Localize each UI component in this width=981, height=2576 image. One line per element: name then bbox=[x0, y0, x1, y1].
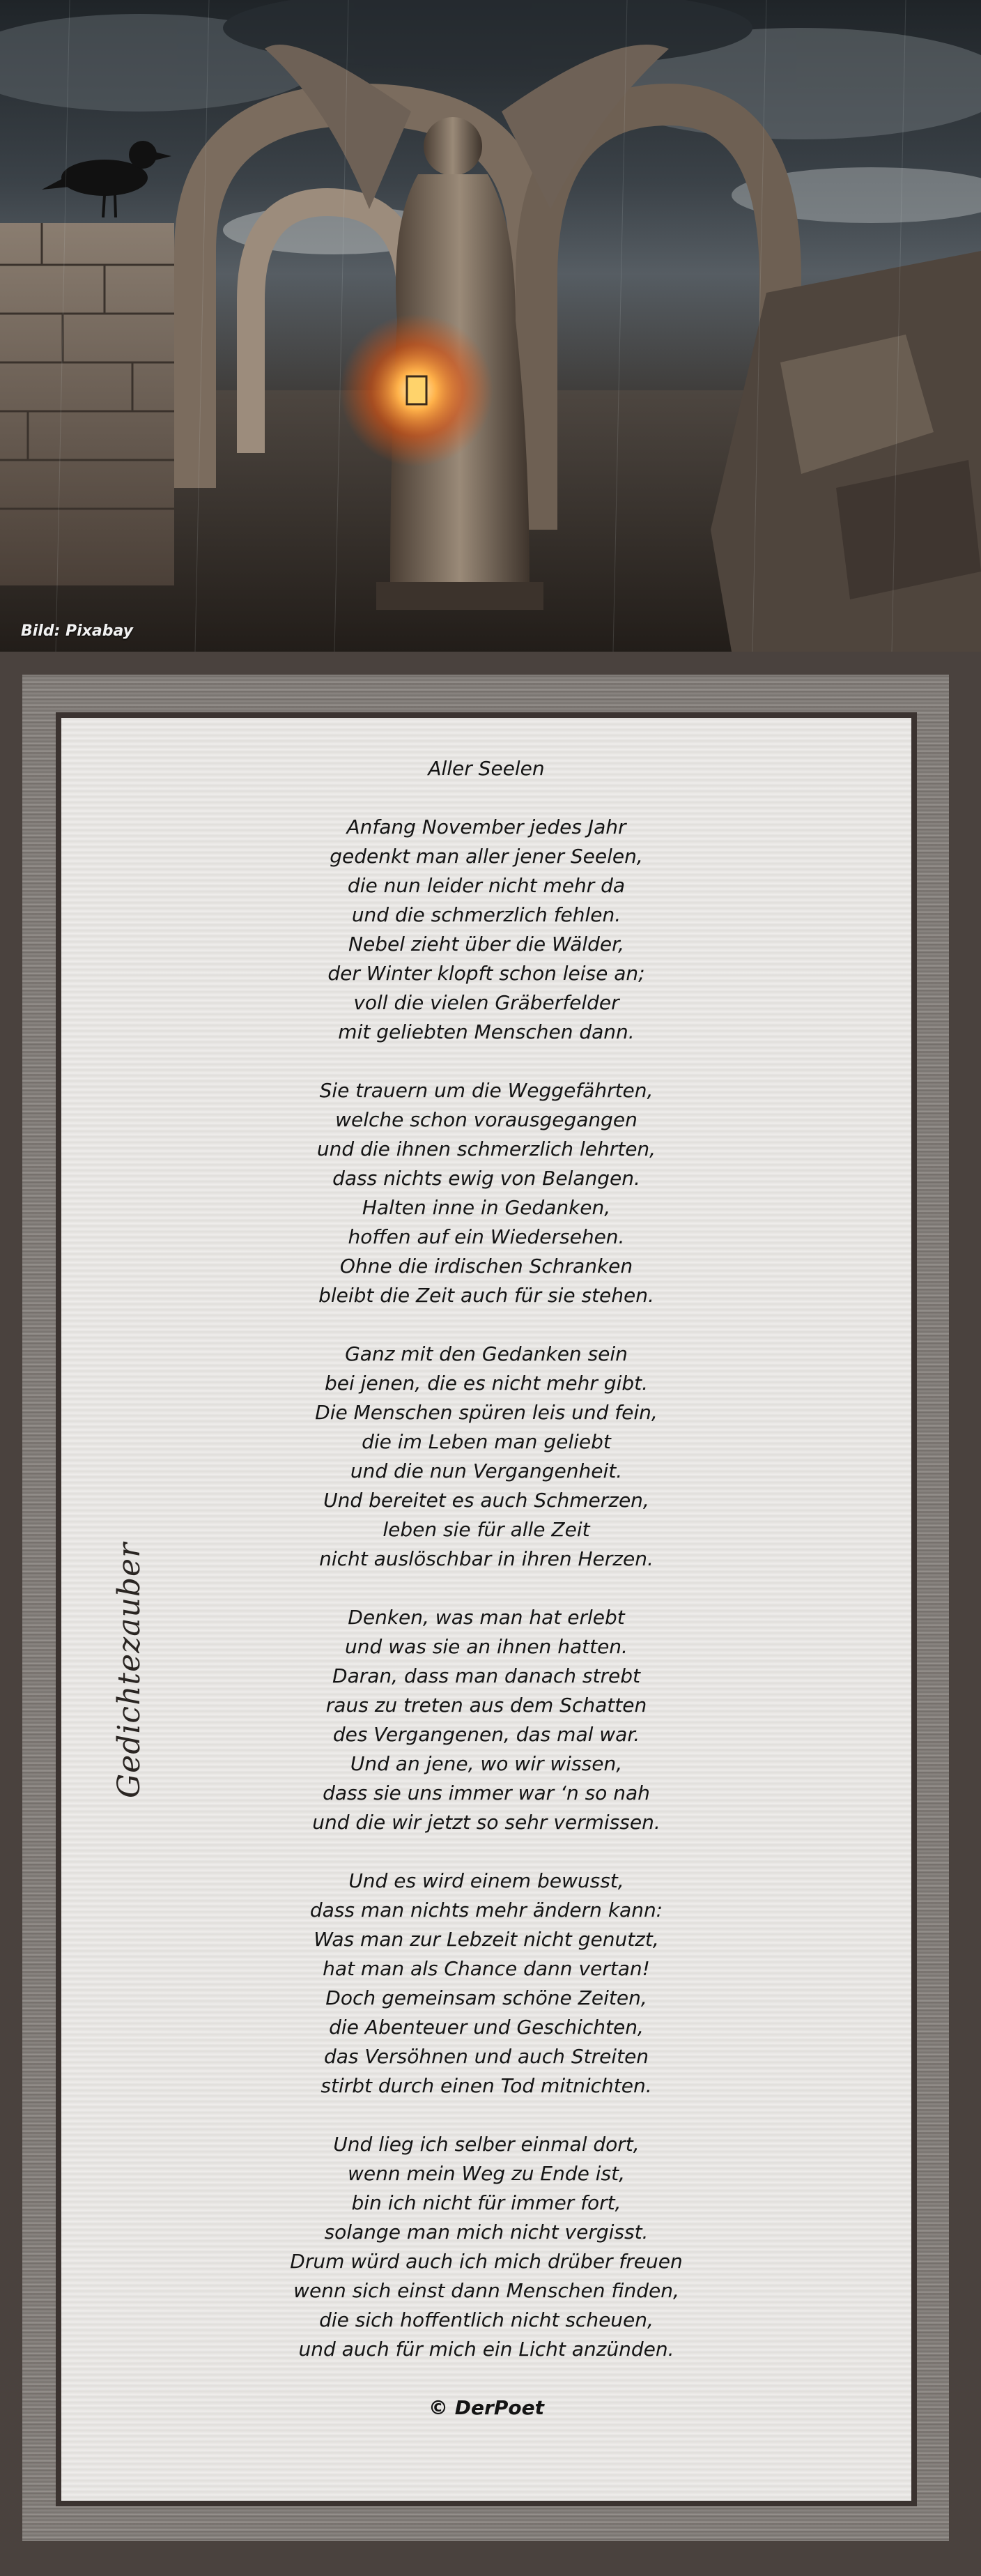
verse-line: dass sie uns immer war ‘n so nah bbox=[323, 1781, 650, 1804]
verse-line: Denken, was man hat erlebt bbox=[348, 1606, 625, 1629]
rubble-right bbox=[711, 251, 981, 652]
verse-line: dass nichts ewig von Belangen. bbox=[332, 1167, 640, 1190]
verse-line: hat man als Chance dann vertan! bbox=[323, 1957, 650, 1980]
verse-line: das Versöhnen und auch Streiten bbox=[323, 2045, 649, 2068]
verse-line: der Winter klopft schon leise an; bbox=[327, 962, 645, 985]
verse-line: und die nun Vergangenheit. bbox=[350, 1459, 623, 1482]
verse-line: bleibt die Zeit auch für sie stehen. bbox=[318, 1284, 654, 1307]
verse-line: Sie trauern um die Weggefährten, bbox=[319, 1079, 654, 1102]
verse-line: wenn mein Weg zu Ende ist, bbox=[348, 2162, 625, 2185]
stanza bbox=[61, 1076, 911, 1310]
verse-line: leben sie für alle Zeit bbox=[383, 1518, 590, 1541]
verse-line: solange man mich nicht vergisst. bbox=[324, 2221, 649, 2244]
verse-line: und auch für mich ein Licht anzünden. bbox=[298, 2338, 674, 2361]
verse-line: mit geliebten Menschen dann. bbox=[338, 1020, 635, 1043]
verse-line: Und bereitet es auch Schmerzen, bbox=[323, 1489, 649, 1512]
poem bbox=[61, 754, 911, 2423]
verse-line: raus zu treten aus dem Schatten bbox=[325, 1694, 647, 1717]
stanza bbox=[61, 813, 911, 1047]
verse-line: Halten inne in Gedanken, bbox=[362, 1196, 611, 1219]
verse-line: Anfang November jedes Jahr bbox=[346, 815, 626, 838]
verse-line: des Vergangenen, das mal war. bbox=[332, 1723, 640, 1746]
verse-line: Drum würd auch ich mich drüber freuen bbox=[290, 2250, 683, 2273]
verse-line: welche schon vorausgegangen bbox=[335, 1108, 638, 1131]
verse-line: und was sie an ihnen hatten. bbox=[345, 1635, 628, 1658]
verse-line: hoffen auf ein Wiedersehen. bbox=[348, 1225, 625, 1248]
verse-line: und die ihnen schmerzlich lehrten, bbox=[316, 1137, 656, 1160]
verse-line: Ganz mit den Gedanken sein bbox=[345, 1342, 628, 1365]
verse-line: voll die vielen Gräberfelder bbox=[353, 991, 619, 1014]
lantern-icon bbox=[340, 314, 493, 467]
verse-line: Und es wird einem bewusst, bbox=[348, 1869, 624, 1892]
verse-line: und die schmerzlich fehlen. bbox=[351, 903, 621, 926]
verse-line: Doch gemeinsam schöne Zeiten, bbox=[325, 1986, 647, 2009]
verse-line: die nun leider nicht mehr da bbox=[347, 874, 626, 897]
verse-line: stirbt durch einen Tod mitnichten. bbox=[320, 2074, 652, 2097]
verse-line: und die wir jetzt so sehr vermissen. bbox=[312, 1811, 661, 1834]
header-photo bbox=[0, 0, 981, 652]
verse-line: Daran, dass man danach strebt bbox=[332, 1664, 640, 1687]
image-credit: Bild: Pixabay bbox=[21, 622, 134, 640]
verse-line: Was man zur Lebzeit nicht genutzt, bbox=[314, 1928, 659, 1951]
verse-line: Und an jene, wo wir wissen, bbox=[350, 1752, 623, 1775]
verse-line: Nebel zieht über die Wälder, bbox=[348, 933, 624, 956]
verse-line: nicht auslöschbar in ihren Herzen. bbox=[319, 1547, 654, 1570]
verse-line: die im Leben man geliebt bbox=[362, 1430, 611, 1453]
verse-line: Ohne die irdischen Schranken bbox=[339, 1255, 633, 1278]
author-signature: © DerPoet bbox=[428, 2396, 544, 2419]
stanza bbox=[61, 1603, 911, 1837]
verse-line: gedenkt man aller jener Seelen, bbox=[330, 845, 643, 868]
verse-line: wenn sich einst dann Menschen finden, bbox=[293, 2279, 679, 2302]
stanza bbox=[61, 1866, 911, 2101]
verse-line: dass man nichts mehr ändern kann: bbox=[309, 1899, 663, 1922]
ruined-wall-left bbox=[0, 223, 174, 585]
raven-icon bbox=[42, 141, 171, 217]
verse-line: die sich hoffentlich nicht scheuen, bbox=[319, 2308, 654, 2331]
angel-scene-illustration bbox=[0, 0, 981, 652]
stanza bbox=[61, 2130, 911, 2364]
stanza bbox=[61, 1340, 911, 1574]
verse-line: bei jenen, die es nicht mehr gibt. bbox=[324, 1372, 648, 1395]
verse-line: Die Menschen spüren leis und fein, bbox=[315, 1401, 658, 1424]
verse-line: die Abenteuer und Geschichten, bbox=[329, 2016, 644, 2039]
verse-line: Und lieg ich selber einmal dort, bbox=[333, 2133, 640, 2156]
poem-title: Aller Seelen bbox=[428, 757, 545, 780]
signature-watermark: Gedichtezauber bbox=[111, 1542, 147, 1798]
verse-line: bin ich nicht für immer fort, bbox=[351, 2191, 621, 2214]
